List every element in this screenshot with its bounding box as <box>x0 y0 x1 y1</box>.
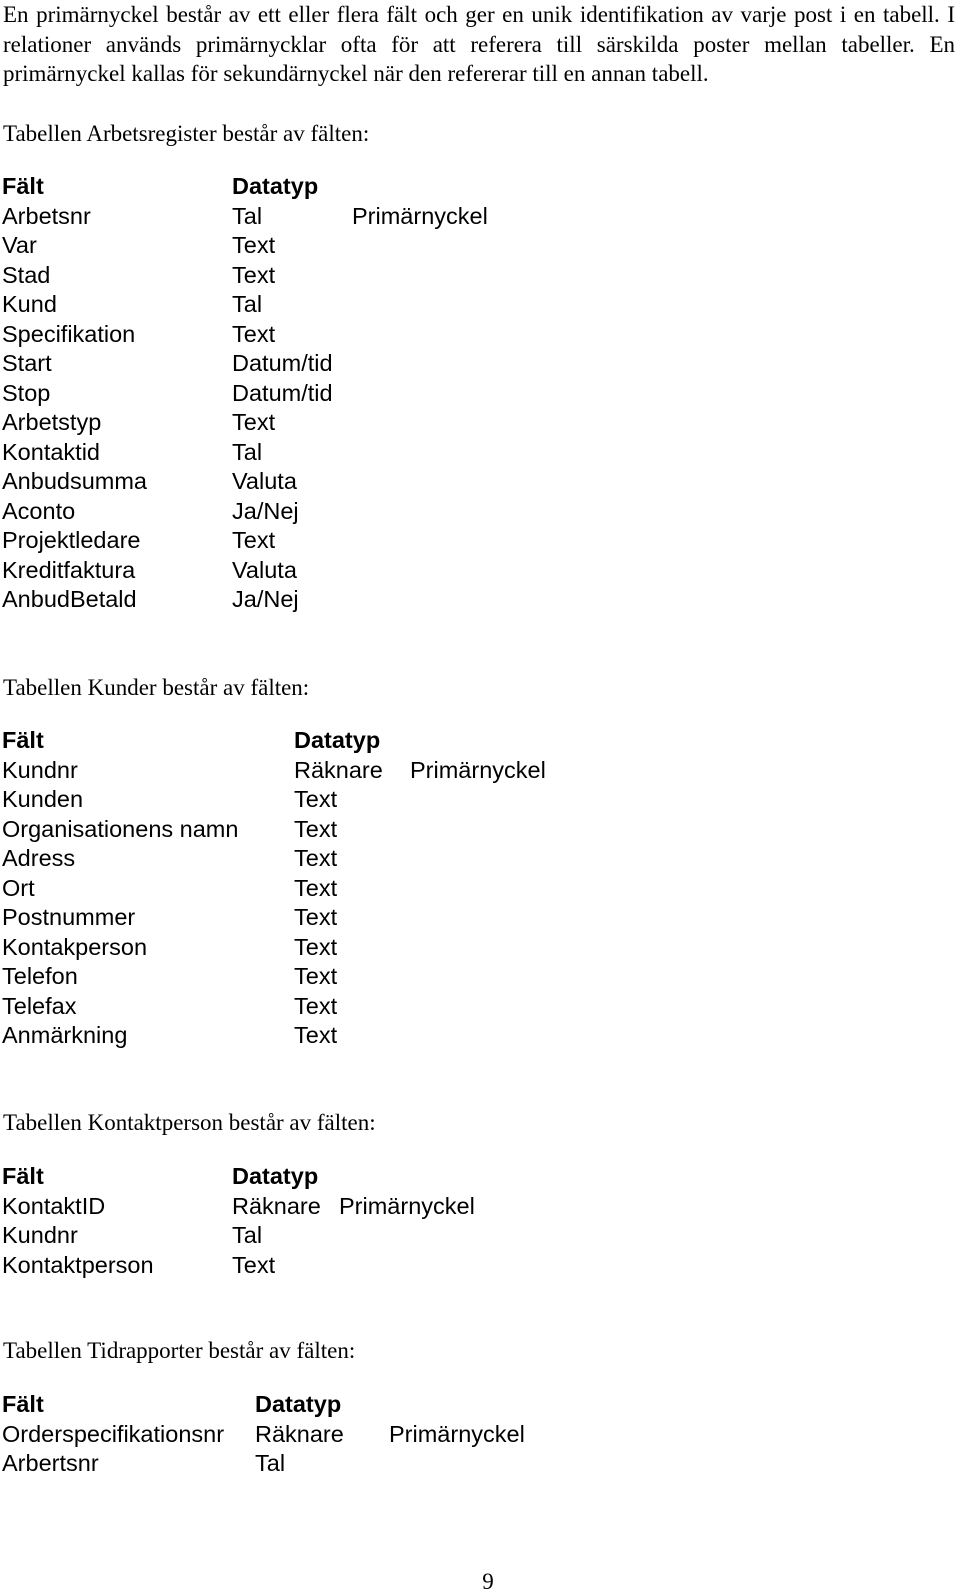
field-type: Text <box>232 1251 276 1278</box>
field-note: Primärnyckel <box>352 202 488 229</box>
field-type: Text <box>294 845 338 871</box>
field-name: Projektledare <box>2 527 141 553</box>
intro-paragraph: En primärnyckel består av ett eller flera fält och ger en unik identifikation av varje post i en tabell. I relationer används primärnycklar ofta för att referera till särskilda poster mellan tabeller. En primärnyckel kallas för sekundärnyckel när den refererar till en annan tabell. <box>3 2 955 86</box>
field-name: Organisationens namn <box>2 815 239 842</box>
field-name: Kontaktperson <box>2 1251 154 1278</box>
field-name: Kund <box>2 291 57 317</box>
field-type: Text <box>294 786 338 812</box>
field-name: AnbudBetald <box>2 586 137 612</box>
field-name: Kontaktid <box>2 438 100 465</box>
column-header-field: Fält <box>2 1391 44 1417</box>
field-type: Text <box>294 963 338 989</box>
field-name: Aconto <box>2 497 76 524</box>
field-name: Start <box>2 350 52 376</box>
column-header-type: Datatyp <box>232 173 319 199</box>
field-name: Kontakperson <box>2 933 148 960</box>
field-name: Kundnr <box>2 1222 78 1248</box>
field-type: Ja/Nej <box>232 586 299 612</box>
field-type: Räknare <box>232 1192 321 1219</box>
field-name: Arbertsnr <box>2 1450 99 1476</box>
field-name: Orderspecifikationsnr <box>2 1420 225 1447</box>
page-number: 9 <box>482 1569 494 1594</box>
field-type: Valuta <box>232 468 297 494</box>
field-type: Tal <box>232 1222 263 1248</box>
field-type: Datum/tid <box>232 350 333 376</box>
field-type: Text <box>294 815 338 842</box>
field-name: Arbetsnr <box>2 202 91 229</box>
field-name: Anmärkning <box>2 1022 128 1048</box>
field-type: Text <box>232 527 276 553</box>
field-type: Text <box>294 1022 338 1048</box>
field-type: Text <box>232 320 276 347</box>
field-type: Text <box>294 992 338 1019</box>
field-name: Stad <box>2 261 51 288</box>
field-name: Arbetstyp <box>2 409 102 435</box>
field-type: Ja/Nej <box>232 497 299 524</box>
field-type: Tal <box>232 438 263 465</box>
field-name: Anbudsumma <box>2 468 147 494</box>
field-name: Kreditfaktura <box>2 556 136 583</box>
field-type: Valuta <box>232 556 297 583</box>
field-type: Tal <box>255 1450 286 1476</box>
field-name: Var <box>2 232 37 258</box>
field-name: Telefon <box>2 963 78 989</box>
section-heading-arbetsregister: Tabellen Arbetsregister består av fälten: <box>3 121 370 146</box>
field-type: Tal <box>232 291 263 317</box>
field-name: Telefax <box>2 992 77 1019</box>
field-name: Postnummer <box>2 904 136 930</box>
field-name: Adress <box>2 845 76 871</box>
field-type: Text <box>294 874 338 901</box>
field-note: Primärnyckel <box>389 1420 525 1447</box>
field-name: Kunden <box>2 786 84 812</box>
field-name: KontaktID <box>2 1192 106 1219</box>
field-type: Text <box>232 232 276 258</box>
field-type: Text <box>232 261 276 288</box>
column-header-type: Datatyp <box>255 1391 342 1417</box>
field-type: Datum/tid <box>232 379 333 406</box>
column-header-field: Fält <box>2 1163 44 1189</box>
field-type: Räknare <box>255 1420 344 1447</box>
field-type: Räknare <box>294 756 383 783</box>
field-name: Kundnr <box>2 756 78 783</box>
column-header-field: Fält <box>2 727 44 753</box>
field-type: Text <box>294 904 338 930</box>
column-header-field: Fält <box>2 173 44 199</box>
intro-text-block <box>3 0 955 89</box>
field-name: Stop <box>2 379 51 406</box>
field-type: Text <box>294 933 338 960</box>
field-type: Tal <box>232 202 263 229</box>
field-type: Text <box>232 409 276 435</box>
field-note: Primärnyckel <box>339 1192 475 1219</box>
field-name: Ort <box>2 874 35 901</box>
field-name: Specifikation <box>2 320 136 347</box>
section-heading-tidrapporter: Tabellen Tidrapporter består av fälten: <box>3 1338 356 1363</box>
field-note: Primärnyckel <box>410 756 546 783</box>
section-heading-kontaktperson: Tabellen Kontaktperson består av fälten: <box>3 1110 376 1135</box>
column-header-type: Datatyp <box>232 1163 319 1189</box>
section-heading-kunder: Tabellen Kunder består av fälten: <box>3 675 310 700</box>
column-header-type: Datatyp <box>294 727 381 753</box>
